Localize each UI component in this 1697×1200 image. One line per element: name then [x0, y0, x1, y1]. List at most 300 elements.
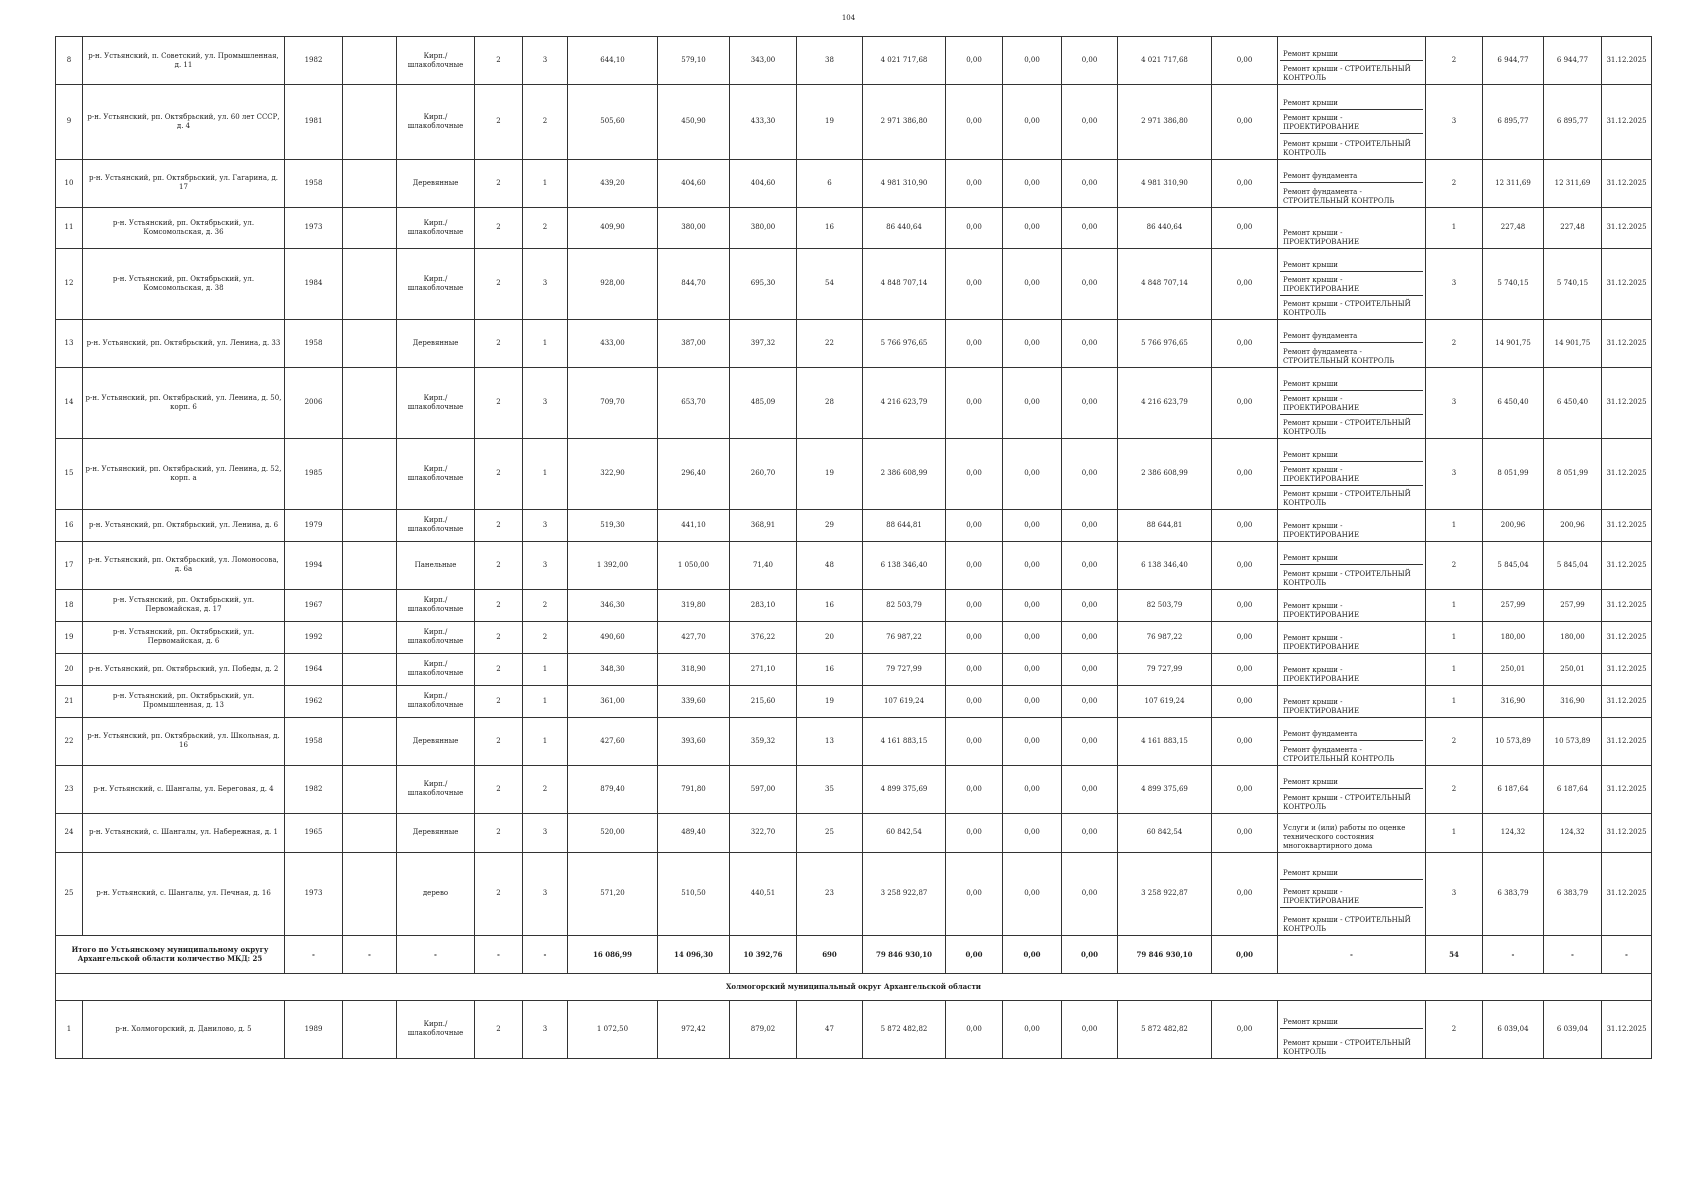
completion-date-cell: 31.12.2025 — [1602, 159, 1652, 207]
wall-material-cell: Кирп./ шлакоблочные — [397, 367, 475, 438]
residents-cell: 16 — [797, 589, 863, 621]
wall-material-cell: Кирп./ шлакоблочные — [397, 685, 475, 717]
limit-cost-cell: 8 051,99 — [1544, 438, 1602, 509]
residents-cell: 22 — [797, 319, 863, 367]
address-cell: р-н. Устьянский, п. Советский, ул. Промышленная, д. 11 — [83, 37, 285, 85]
unit-cost-cell: 6 450,40 — [1483, 367, 1544, 438]
unit-cost-cell: 227,48 — [1483, 207, 1544, 248]
residents-cell: 35 — [797, 765, 863, 813]
total-cost-cell: 5 872 482,82 — [863, 1000, 946, 1058]
row-number: 22 — [56, 717, 83, 765]
fund-cell: 0,00 — [1212, 159, 1278, 207]
works-count-cell: 2 — [1426, 319, 1483, 367]
area-cell: 653,70 — [658, 367, 730, 438]
empty-cell — [343, 852, 397, 935]
area-cell: 427,70 — [658, 621, 730, 653]
summary-area: 10 392,76 — [730, 935, 797, 973]
entrances-cell: 1 — [523, 319, 568, 367]
residents-cell: 54 — [797, 248, 863, 319]
work-type-item: Ремонт крыши - СТРОИТЕЛЬНЫЙ КОНТРОЛЬ — [1283, 569, 1411, 587]
work-type-item: Ремонт фундамента - СТРОИТЕЛЬНЫЙ КОНТРОЛЬ — [1283, 187, 1395, 205]
page-number: 104 — [841, 14, 856, 22]
area-cell: 441,10 — [658, 509, 730, 541]
residents-cell: 23 — [797, 852, 863, 935]
area-cell: 71,40 — [730, 541, 797, 589]
works-cell — [1278, 685, 1426, 717]
fund-cell: 0,00 — [1003, 653, 1062, 685]
fund-cell: 0,00 — [1062, 852, 1118, 935]
address-cell: р-н. Устьянский, рп. Октябрьский, ул. Комсомольская, д. 36 — [83, 207, 285, 248]
table-row — [56, 207, 1652, 248]
table-row — [56, 85, 1652, 160]
residents-cell: 29 — [797, 509, 863, 541]
works-cell — [1278, 852, 1426, 935]
limit-cost-cell: 6 895,77 — [1544, 85, 1602, 160]
table-row — [56, 685, 1652, 717]
area-cell: 510,50 — [658, 852, 730, 935]
works-cell — [1278, 367, 1426, 438]
owner-fund-cell: 60 842,54 — [1118, 813, 1212, 852]
fund-cell: 0,00 — [1003, 367, 1062, 438]
summary-dash: - — [1602, 935, 1652, 973]
residents-cell: 16 — [797, 207, 863, 248]
unit-cost-cell: 5 845,04 — [1483, 541, 1544, 589]
works-cell — [1278, 1000, 1426, 1058]
row-number: 12 — [56, 248, 83, 319]
row-number: 14 — [56, 367, 83, 438]
works-count-cell: 2 — [1426, 159, 1483, 207]
work-type-item: Ремонт крыши — [1280, 85, 1423, 110]
row-number: 13 — [56, 319, 83, 367]
works-count-cell: 1 — [1426, 589, 1483, 621]
residents-cell: 13 — [797, 717, 863, 765]
total-area-cell: 409,90 — [568, 207, 658, 248]
fund-cell: 0,00 — [946, 813, 1003, 852]
year-cell: 1992 — [285, 621, 343, 653]
owner-fund-cell: 79 727,99 — [1118, 653, 1212, 685]
wall-material-cell: Кирп./ шлакоблочные — [397, 509, 475, 541]
total-area-cell: 346,30 — [568, 589, 658, 621]
table-row — [56, 541, 1652, 589]
area-cell: 450,90 — [658, 85, 730, 160]
fund-cell: 0,00 — [1062, 685, 1118, 717]
wall-material-cell: Кирп./ шлакоблочные — [397, 438, 475, 509]
work-type-item: Ремонт крыши — [1280, 1001, 1423, 1030]
total-cost-cell: 2 971 386,80 — [863, 85, 946, 160]
works-cell — [1278, 438, 1426, 509]
work-type-item: Ремонт крыши - ПРОЕКТИРОВАНИЕ — [1283, 601, 1360, 619]
owner-fund-cell: 3 258 922,87 — [1118, 852, 1212, 935]
fund-cell: 0,00 — [1062, 589, 1118, 621]
residents-cell: 47 — [797, 1000, 863, 1058]
fund-cell: 0,00 — [1003, 85, 1062, 160]
limit-cost-cell: 124,32 — [1544, 813, 1602, 852]
year-cell: 1984 — [285, 248, 343, 319]
unit-cost-cell: 6 039,04 — [1483, 1000, 1544, 1058]
row-number: 17 — [56, 541, 83, 589]
works-count-cell: 2 — [1426, 717, 1483, 765]
work-type-item: Ремонт фундамента — [1280, 320, 1423, 344]
works-cell — [1278, 319, 1426, 367]
wall-material-cell: Панельные — [397, 541, 475, 589]
summary-fund: 0,00 — [1062, 935, 1118, 973]
fund-cell: 0,00 — [1212, 717, 1278, 765]
summary-fund: 0,00 — [1212, 935, 1278, 973]
limit-cost-cell: 5 740,15 — [1544, 248, 1602, 319]
area-cell: 844,70 — [658, 248, 730, 319]
completion-date-cell: 31.12.2025 — [1602, 207, 1652, 248]
entrances-cell: 2 — [523, 765, 568, 813]
residents-cell: 19 — [797, 85, 863, 160]
year-cell: 1962 — [285, 685, 343, 717]
unit-cost-cell: 6 944,77 — [1483, 37, 1544, 85]
total-cost-cell: 60 842,54 — [863, 813, 946, 852]
works-cell — [1278, 509, 1426, 541]
empty-cell — [343, 85, 397, 160]
residents-cell: 20 — [797, 621, 863, 653]
completion-date-cell: 31.12.2025 — [1602, 438, 1652, 509]
table-row — [56, 765, 1652, 813]
limit-cost-cell: 14 901,75 — [1544, 319, 1602, 367]
area-cell: 879,02 — [730, 1000, 797, 1058]
floors-cell: 2 — [475, 319, 523, 367]
address-cell: р-н. Устьянский, с. Шангалы, ул. Набережная, д. 1 — [83, 813, 285, 852]
table-row — [56, 1000, 1652, 1058]
year-cell: 1973 — [285, 207, 343, 248]
total-cost-cell: 5 766 976,65 — [863, 319, 946, 367]
area-cell: 579,10 — [658, 37, 730, 85]
unit-cost-cell: 5 740,15 — [1483, 248, 1544, 319]
fund-cell: 0,00 — [1003, 509, 1062, 541]
row-number: 21 — [56, 685, 83, 717]
residents-cell: 48 — [797, 541, 863, 589]
work-type-item: Ремонт крыши - СТРОИТЕЛЬНЫЙ КОНТРОЛЬ — [1283, 418, 1411, 436]
wall-material-cell: Деревянные — [397, 319, 475, 367]
year-cell: 2006 — [285, 367, 343, 438]
address-cell: р-н. Устьянский, с. Шангалы, ул. Береговая, д. 4 — [83, 765, 285, 813]
area-cell: 387,00 — [658, 319, 730, 367]
area-cell: 368,91 — [730, 509, 797, 541]
total-cost-cell: 79 727,99 — [863, 653, 946, 685]
fund-cell: 0,00 — [946, 207, 1003, 248]
table-row — [56, 509, 1652, 541]
wall-material-cell: Кирп./ шлакоблочные — [397, 37, 475, 85]
work-type-item: Ремонт крыши — [1280, 368, 1423, 391]
completion-date-cell: 31.12.2025 — [1602, 367, 1652, 438]
fund-cell: 0,00 — [1212, 367, 1278, 438]
work-type-item: Ремонт крыши - ПРОЕКТИРОВАНИЕ — [1283, 633, 1360, 651]
owner-fund-cell: 4 848 707,14 — [1118, 248, 1212, 319]
floors-cell: 2 — [475, 685, 523, 717]
repair-program-table — [55, 36, 1652, 1059]
fund-cell: 0,00 — [946, 438, 1003, 509]
area-cell: 319,80 — [658, 589, 730, 621]
address-cell: р-н. Устьянский, рп. Октябрьский, ул. Первомайская, д. 17 — [83, 589, 285, 621]
completion-date-cell: 31.12.2025 — [1602, 717, 1652, 765]
work-type-item: Ремонт крыши - СТРОИТЕЛЬНЫЙ КОНТРОЛЬ — [1283, 915, 1411, 933]
fund-cell: 0,00 — [1212, 653, 1278, 685]
fund-cell: 0,00 — [1062, 717, 1118, 765]
row-number: 19 — [56, 621, 83, 653]
floors-cell: 2 — [475, 1000, 523, 1058]
work-type-item: Ремонт крыши - ПРОЕКТИРОВАНИЕ — [1280, 880, 1423, 907]
work-type-item: Ремонт фундамента — [1280, 160, 1423, 184]
area-cell: 440,51 — [730, 852, 797, 935]
year-cell: 1964 — [285, 653, 343, 685]
fund-cell: 0,00 — [946, 85, 1003, 160]
summary-label: Итого по Устьянскому муниципальному округу Архангельской области количество МКД: 25 — [56, 935, 285, 973]
fund-cell: 0,00 — [1212, 509, 1278, 541]
unit-cost-cell: 8 051,99 — [1483, 438, 1544, 509]
total-area-cell: 348,30 — [568, 653, 658, 685]
empty-cell — [343, 813, 397, 852]
residents-cell: 6 — [797, 159, 863, 207]
total-area-cell: 361,00 — [568, 685, 658, 717]
address-cell: р-н. Устьянский, рп. Октябрьский, ул. Ленина, д. 6 — [83, 509, 285, 541]
year-cell: 1958 — [285, 319, 343, 367]
total-cost-cell: 88 644,81 — [863, 509, 946, 541]
fund-cell: 0,00 — [1062, 37, 1118, 85]
fund-cell: 0,00 — [1062, 367, 1118, 438]
total-area-cell: 709,70 — [568, 367, 658, 438]
fund-cell: 0,00 — [1062, 653, 1118, 685]
fund-cell: 0,00 — [1062, 765, 1118, 813]
fund-cell: 0,00 — [1003, 589, 1062, 621]
limit-cost-cell: 180,00 — [1544, 621, 1602, 653]
fund-cell: 0,00 — [1212, 621, 1278, 653]
year-cell: 1982 — [285, 765, 343, 813]
total-cost-cell: 76 987,22 — [863, 621, 946, 653]
total-cost-cell: 4 021 717,68 — [863, 37, 946, 85]
area-cell: 376,22 — [730, 621, 797, 653]
area-cell: 393,60 — [658, 717, 730, 765]
work-type-item: Ремонт крыши — [1280, 37, 1423, 61]
fund-cell: 0,00 — [1062, 207, 1118, 248]
fund-cell: 0,00 — [1003, 813, 1062, 852]
fund-cell: 0,00 — [1062, 1000, 1118, 1058]
empty-cell — [343, 367, 397, 438]
empty-cell — [343, 248, 397, 319]
address-cell: р-н. Устьянский, рп. Октябрьский, ул. Ломоносова, д. 6а — [83, 541, 285, 589]
works-count-cell: 3 — [1426, 85, 1483, 160]
work-type-item: Ремонт крыши - ПРОЕКТИРОВАНИЕ — [1280, 110, 1423, 135]
works-cell — [1278, 248, 1426, 319]
empty-cell — [343, 159, 397, 207]
works-count-cell: 1 — [1426, 509, 1483, 541]
area-cell: 597,00 — [730, 765, 797, 813]
work-type-item: Ремонт крыши - СТРОИТЕЛЬНЫЙ КОНТРОЛЬ — [1283, 299, 1411, 317]
wall-material-cell: Деревянные — [397, 813, 475, 852]
fund-cell: 0,00 — [946, 717, 1003, 765]
floors-cell: 2 — [475, 589, 523, 621]
limit-cost-cell: 6 450,40 — [1544, 367, 1602, 438]
empty-cell — [343, 765, 397, 813]
entrances-cell: 1 — [523, 438, 568, 509]
fund-cell: 0,00 — [1212, 589, 1278, 621]
fund-cell: 0,00 — [1062, 248, 1118, 319]
total-cost-cell: 107 619,24 — [863, 685, 946, 717]
summary-fund: 0,00 — [1003, 935, 1062, 973]
total-area-cell: 490,60 — [568, 621, 658, 653]
total-area-cell: 505,60 — [568, 85, 658, 160]
total-area-cell: 439,20 — [568, 159, 658, 207]
residents-cell: 16 — [797, 653, 863, 685]
fund-cell: 0,00 — [1212, 248, 1278, 319]
residents-cell: 25 — [797, 813, 863, 852]
floors-cell: 2 — [475, 367, 523, 438]
total-cost-cell: 82 503,79 — [863, 589, 946, 621]
unit-cost-cell: 250,01 — [1483, 653, 1544, 685]
address-cell: р-н. Устьянский, рп. Октябрьский, ул. Ленина, д. 52, корп. а — [83, 438, 285, 509]
entrances-cell: 3 — [523, 37, 568, 85]
fund-cell: 0,00 — [1212, 813, 1278, 852]
wall-material-cell: Кирп./ шлакоблочные — [397, 621, 475, 653]
fund-cell: 0,00 — [1062, 438, 1118, 509]
total-area-cell: 928,00 — [568, 248, 658, 319]
fund-cell: 0,00 — [946, 765, 1003, 813]
unit-cost-cell: 6 187,64 — [1483, 765, 1544, 813]
row-number: 18 — [56, 589, 83, 621]
works-count-cell: 1 — [1426, 653, 1483, 685]
summary-dash: - — [475, 935, 523, 973]
wall-material-cell: Кирп./ шлакоблочные — [397, 765, 475, 813]
total-area-cell: 520,00 — [568, 813, 658, 852]
wall-material-cell: Кирп./ шлакоблочные — [397, 653, 475, 685]
works-count-cell: 3 — [1426, 438, 1483, 509]
unit-cost-cell: 10 573,89 — [1483, 717, 1544, 765]
floors-cell: 2 — [475, 438, 523, 509]
works-count-cell: 3 — [1426, 248, 1483, 319]
address-cell: р-н. Устьянский, рп. Октябрьский, ул. Промышленная, д. 13 — [83, 685, 285, 717]
fund-cell: 0,00 — [1003, 1000, 1062, 1058]
row-number: 11 — [56, 207, 83, 248]
fund-cell: 0,00 — [946, 685, 1003, 717]
work-type-item: Ремонт крыши - СТРОИТЕЛЬНЫЙ КОНТРОЛЬ — [1283, 139, 1411, 157]
year-cell: 1973 — [285, 852, 343, 935]
empty-cell — [343, 438, 397, 509]
row-number: 23 — [56, 765, 83, 813]
area-cell: 1 050,00 — [658, 541, 730, 589]
fund-cell: 0,00 — [946, 1000, 1003, 1058]
works-count-cell: 1 — [1426, 207, 1483, 248]
wall-material-cell: Деревянные — [397, 717, 475, 765]
area-cell: 404,60 — [730, 159, 797, 207]
fund-cell: 0,00 — [1003, 685, 1062, 717]
owner-fund-cell: 86 440,64 — [1118, 207, 1212, 248]
summary-fund: 0,00 — [946, 935, 1003, 973]
total-area-cell: 571,20 — [568, 852, 658, 935]
owner-fund-cell: 4 899 375,69 — [1118, 765, 1212, 813]
fund-cell: 0,00 — [1212, 207, 1278, 248]
address-cell: р-н. Устьянский, рп. Октябрьский, ул. 60 лет СССР, д. 4 — [83, 85, 285, 160]
unit-cost-cell: 200,96 — [1483, 509, 1544, 541]
fund-cell: 0,00 — [946, 37, 1003, 85]
year-cell: 1967 — [285, 589, 343, 621]
total-cost-cell: 2 386 608,99 — [863, 438, 946, 509]
owner-fund-cell: 82 503,79 — [1118, 589, 1212, 621]
work-type-item: Ремонт крыши - СТРОИТЕЛЬНЫЙ КОНТРОЛЬ — [1283, 793, 1411, 811]
area-cell: 322,70 — [730, 813, 797, 852]
wall-material-cell: Кирп./ шлакоблочные — [397, 85, 475, 160]
row-number: 25 — [56, 852, 83, 935]
works-cell — [1278, 765, 1426, 813]
area-cell: 260,70 — [730, 438, 797, 509]
row-number: 16 — [56, 509, 83, 541]
table-row — [56, 248, 1652, 319]
table-row — [56, 653, 1652, 685]
works-count-cell: 3 — [1426, 367, 1483, 438]
works-cell — [1278, 541, 1426, 589]
total-area-cell: 433,00 — [568, 319, 658, 367]
total-cost-cell: 3 258 922,87 — [863, 852, 946, 935]
completion-date-cell: 31.12.2025 — [1602, 248, 1652, 319]
total-area-cell: 1 072,50 — [568, 1000, 658, 1058]
fund-cell: 0,00 — [1003, 541, 1062, 589]
limit-cost-cell: 257,99 — [1544, 589, 1602, 621]
limit-cost-cell: 6 039,04 — [1544, 1000, 1602, 1058]
unit-cost-cell: 6 895,77 — [1483, 85, 1544, 160]
completion-date-cell: 31.12.2025 — [1602, 653, 1652, 685]
floors-cell: 2 — [475, 248, 523, 319]
fund-cell: 0,00 — [1003, 159, 1062, 207]
fund-cell: 0,00 — [1212, 319, 1278, 367]
total-cost-cell: 6 138 346,40 — [863, 541, 946, 589]
fund-cell: 0,00 — [1062, 319, 1118, 367]
floors-cell: 2 — [475, 852, 523, 935]
total-cost-cell: 4 216 623,79 — [863, 367, 946, 438]
limit-cost-cell: 6 187,64 — [1544, 765, 1602, 813]
area-cell: 318,90 — [658, 653, 730, 685]
address-cell: р-н. Холмогорский, д. Данилово, д. 5 — [83, 1000, 285, 1058]
fund-cell: 0,00 — [946, 653, 1003, 685]
entrances-cell: 1 — [523, 717, 568, 765]
owner-fund-cell: 6 138 346,40 — [1118, 541, 1212, 589]
limit-cost-cell: 6 944,77 — [1544, 37, 1602, 85]
fund-cell: 0,00 — [1062, 85, 1118, 160]
address-cell: р-н. Устьянский, рп. Октябрьский, ул. Школьная, д. 16 — [83, 717, 285, 765]
residents-cell: 38 — [797, 37, 863, 85]
area-cell: 489,40 — [658, 813, 730, 852]
works-cell — [1278, 159, 1426, 207]
fund-cell: 0,00 — [1062, 509, 1118, 541]
limit-cost-cell: 5 845,04 — [1544, 541, 1602, 589]
year-cell: 1994 — [285, 541, 343, 589]
entrances-cell: 2 — [523, 85, 568, 160]
entrances-cell: 3 — [523, 248, 568, 319]
completion-date-cell: 31.12.2025 — [1602, 319, 1652, 367]
unit-cost-cell: 180,00 — [1483, 621, 1544, 653]
limit-cost-cell: 6 383,79 — [1544, 852, 1602, 935]
address-cell: р-н. Устьянский, рп. Октябрьский, ул. Гагарина, д. 17 — [83, 159, 285, 207]
table-row — [56, 367, 1652, 438]
row-number: 15 — [56, 438, 83, 509]
summary-row — [56, 935, 1652, 973]
row-number: 20 — [56, 653, 83, 685]
area-cell: 404,60 — [658, 159, 730, 207]
table-row — [56, 717, 1652, 765]
summary-total-cost: 79 846 930,10 — [863, 935, 946, 973]
empty-cell — [343, 541, 397, 589]
floors-cell: 2 — [475, 717, 523, 765]
completion-date-cell: 31.12.2025 — [1602, 621, 1652, 653]
table-body — [56, 37, 1652, 1059]
area-cell: 380,00 — [730, 207, 797, 248]
work-type-item: Ремонт фундамента - СТРОИТЕЛЬНЫЙ КОНТРОЛЬ — [1283, 745, 1395, 763]
area-cell: 283,10 — [730, 589, 797, 621]
total-cost-cell: 4 981 310,90 — [863, 159, 946, 207]
work-type-item: Ремонт крыши — [1280, 766, 1423, 790]
works-count-cell: 2 — [1426, 541, 1483, 589]
